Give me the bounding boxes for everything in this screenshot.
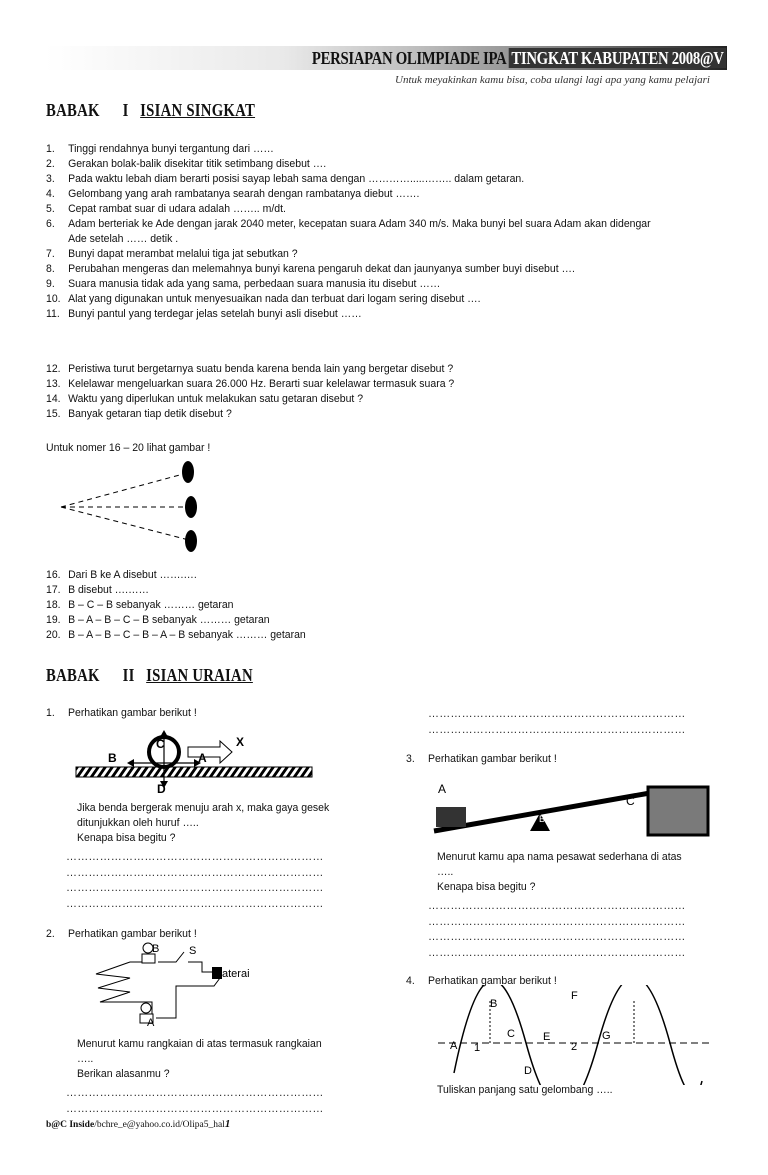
label-b: B (152, 943, 160, 955)
question-text: Banyak getaran tiap detik disebut ? (68, 408, 232, 420)
question-text: B disebut ….…… (68, 584, 150, 596)
question-text: Dari B ke A disebut …….…. (68, 569, 197, 581)
q2-answer-lines (66, 1086, 324, 1117)
answer-line: …………………………………………………………… (66, 1102, 324, 1115)
question-number: 16. (46, 569, 61, 581)
label-a: A (438, 782, 447, 796)
label-b: B (108, 751, 117, 765)
babak1-title: ISIAN SINGKAT (140, 100, 256, 120)
question-item (46, 187, 681, 202)
question-text: Kelelawar mengeluarkan suara 26.000 Hz. Berarti suar kelelawar termasuk suara ? (68, 378, 455, 390)
wave-curve-tail (670, 1043, 702, 1085)
q1-text3: Kenapa bisa begitu ? (77, 832, 176, 844)
question-number: 18. (46, 599, 61, 611)
question-item (46, 568, 681, 583)
q2-text1: Menurut kamu rangkaian di atas termasuk rangkaian (77, 1038, 322, 1050)
answer-line: …………………………………………………………… (66, 882, 324, 894)
question-text: Peristiwa turut bergetarnya suatu benda karena benda lain yang bergetar disebut ? (68, 363, 454, 375)
q4-text1: Tuliskan panjang satu gelombang ….. (437, 1084, 613, 1096)
q1-number: 1. (46, 707, 55, 719)
label-d: D (157, 782, 166, 796)
question-text: Tinggi rendahnya bunyi tergantung dari …… (68, 143, 274, 155)
question-text: Pada waktu lebah diam berarti posisi sayap lebah sama dengan ………….....…….. dalam getaran. (68, 173, 525, 185)
arrow-c-head (160, 730, 168, 737)
question-item (46, 142, 681, 157)
question-number: 13. (46, 378, 61, 390)
question-text: Bunyi dapat merambat melalui tiga jat sebutkan ? (68, 248, 298, 260)
label-g: G (602, 1030, 611, 1042)
question-number: 20. (46, 629, 61, 641)
question-text: Waktu yang diperlukan untuk melakukan satu getaran disebut ? (68, 393, 364, 405)
label-f: F (571, 990, 578, 1002)
q4-intro: Perhatikan gambar berikut ! (428, 975, 557, 987)
question-item (46, 247, 681, 262)
babak2-roman: II (122, 665, 135, 685)
wave-curve (454, 985, 670, 1085)
q4-number: 4. (406, 975, 415, 987)
q2-text2: ….. (77, 1053, 94, 1065)
q1-text1: Jika benda bergerak menuju arah x, maka gaya gesek (77, 802, 330, 814)
label-e: E (543, 1031, 551, 1043)
pendulum-bob-c (185, 530, 197, 552)
continued-answer-lines (428, 707, 686, 738)
question-number: 15. (46, 408, 61, 420)
label-2: 2 (571, 1041, 578, 1053)
question-text: Cepat rambat suar di udara adalah …….. m/dt. (68, 203, 286, 215)
q1-answer-lines (66, 850, 324, 912)
q3-answer-lines (428, 899, 686, 961)
label-c: C (156, 737, 165, 751)
question-item (46, 407, 681, 422)
q2-text3: Berikan alasanmu ? (77, 1068, 170, 1080)
answer-line: …………………………………………………………… (428, 723, 686, 736)
question-item (46, 362, 681, 377)
question-item (46, 172, 681, 187)
question-text: Alat yang digunakan untuk menyesuaikan nada dan terbuat dari logam sering disebut …. (68, 293, 481, 305)
label-c: C (626, 794, 635, 808)
babak1-label: BABAK (46, 100, 100, 120)
question-item (46, 628, 681, 643)
question-text: Adam berteriak ke Ade dengan jarak 2040 meter, kecepatan suara Adam 340 m/s. Maka bunyi bel suara Adam akan didengar (68, 218, 651, 230)
questions-list-16-20 (46, 568, 736, 643)
pendulum-figure (55, 455, 215, 555)
page-subtitle: Untuk meyakinkan kamu bisa, coba ulangi lagi apa yang kamu pelajari (395, 74, 710, 86)
question-number: 12. (46, 363, 61, 375)
label-1: 1 (474, 1042, 481, 1054)
lever-figure (430, 775, 712, 845)
question-item (46, 232, 681, 247)
answer-line: …………………………………………………………… (66, 851, 324, 863)
question-text: B – A – B – C – B – A – B sebanyak ……… getaran (68, 629, 306, 641)
q2-intro: Perhatikan gambar berikut ! (68, 928, 197, 940)
label-s: S (189, 945, 197, 957)
question-item (46, 377, 681, 392)
question-text: Gelombang yang arah rambatanya searah dengan rambatanya diebut ……. (68, 188, 420, 200)
answer-line: …………………………………………………………… (428, 931, 686, 943)
question-number: 7. (46, 248, 55, 260)
question-number: 1. (46, 143, 55, 155)
label-d: D (524, 1065, 532, 1077)
question-text: Bunyi pantul yang terdegar jelas setelah bunyi asli disebut …… (68, 308, 362, 320)
label-baterai: aterai (222, 968, 250, 980)
q1-intro: Perhatikan gambar berikut ! (68, 707, 197, 719)
label-b: B (539, 814, 546, 824)
babak2-label: BABAK (46, 665, 100, 685)
pendulum-bob-a (182, 461, 194, 483)
q3-text1: Menurut kamu apa nama pesawat sederhana di atas (437, 851, 682, 863)
question-number: 10. (46, 293, 61, 305)
question-item (46, 202, 681, 217)
footer-page-number: 1 (224, 1118, 231, 1130)
question-number: 4. (46, 188, 55, 200)
switch-lever (158, 952, 184, 962)
question-item (46, 307, 681, 322)
label-a: A (450, 1040, 458, 1052)
questions-list-1-11 (46, 142, 736, 322)
pendulum-string-c (61, 507, 189, 540)
circuit-wire-top (188, 962, 214, 972)
q3-text3: Kenapa bisa begitu ? (437, 881, 536, 893)
q3-intro: Perhatikan gambar berikut ! (428, 753, 557, 765)
lamp-a-bulb (141, 1003, 151, 1013)
question-number: 6. (46, 218, 55, 230)
circuit-figure (90, 938, 270, 1030)
page-title (312, 48, 726, 69)
question-item (46, 217, 681, 232)
question-item (46, 292, 681, 307)
babak2-title: ISIAN URAIAN (146, 665, 253, 685)
wave-figure (430, 985, 720, 1085)
question-item (46, 262, 681, 277)
question-number: 19. (46, 614, 61, 626)
title-part1: PERSIAPAN OLIMPIADE IPA (311, 48, 506, 68)
q1-text2: ditunjukkan oleh huruf ….. (77, 817, 199, 829)
circuit-wire-right (156, 978, 220, 1018)
question-text: Gerakan bolak-balik disekitar titik setimbang disebut …. (68, 158, 327, 170)
effort-box-c (648, 787, 708, 835)
battery (212, 967, 222, 979)
arrow-b-head (127, 759, 134, 767)
question-item (46, 583, 681, 598)
question-number: 11. (46, 308, 60, 320)
question-item (46, 277, 681, 292)
answer-line: …………………………………………………………… (66, 897, 324, 910)
q3-text2: ….. (437, 866, 454, 878)
label-b: B (490, 998, 498, 1010)
answer-line: …………………………………………………………… (428, 946, 686, 959)
answer-line: …………………………………………………………… (428, 708, 686, 720)
question-text: Perubahan mengeras dan melemahnya bunyi karena pengaruh dekat dan jaunyanya sumber buyi disebut …. (68, 263, 575, 275)
questions-list-12-15 (46, 362, 736, 422)
question-number: 2. (46, 158, 55, 170)
question-text: B – C – B sebanyak ……… getaran (68, 599, 234, 611)
q2-number: 2. (46, 928, 55, 940)
title-part2: TINGKAT KABUPATEN 2008@V (509, 48, 726, 68)
ground-surface (76, 767, 312, 777)
answer-line: …………………………………………………………… (66, 866, 324, 879)
friction-figure (70, 725, 330, 800)
answer-line: …………………………………………………………… (428, 900, 686, 912)
pendulum-string-a (61, 473, 187, 507)
section-heading-babak1 (46, 100, 255, 121)
label-c: C (507, 1028, 515, 1040)
question-number: 9. (46, 278, 55, 290)
question-item (46, 157, 681, 172)
question-number: 14. (46, 393, 61, 405)
page-footer (46, 1118, 230, 1130)
question-item (46, 392, 681, 407)
label-a: A (147, 1017, 155, 1029)
question-item (46, 613, 681, 628)
question-text: B – A – B – C – B sebanyak ……… getaran (68, 614, 270, 626)
answer-line: …………………………………………………………… (66, 1087, 324, 1099)
question-number: 8. (46, 263, 55, 275)
footer-path: /bchre_e@yahoo.co.id/Olipa5_hal (94, 1120, 225, 1130)
figure-note: Untuk nomer 16 – 20 lihat gambar ! (46, 442, 211, 454)
lamp-b-base (142, 954, 155, 963)
load-a (436, 807, 466, 827)
question-number: 3. (46, 173, 55, 185)
footer-brand: b@C Inside (46, 1120, 95, 1130)
question-item (46, 598, 681, 613)
babak1-roman: I (122, 100, 129, 120)
question-number: 5. (46, 203, 55, 215)
answer-line: …………………………………………………………… (428, 915, 686, 928)
pendulum-bob-b (185, 496, 197, 518)
label-a: A (198, 751, 207, 765)
label-x: X (236, 735, 245, 749)
question-number: 17. (46, 584, 61, 596)
question-text: Ade setelah …… detik . (68, 233, 179, 245)
section-heading-babak2 (46, 665, 253, 686)
q3-number: 3. (406, 753, 415, 765)
question-text: Suara manusia tidak ada yang sama, perbedaan suara manusia itu disebut …… (68, 278, 441, 290)
